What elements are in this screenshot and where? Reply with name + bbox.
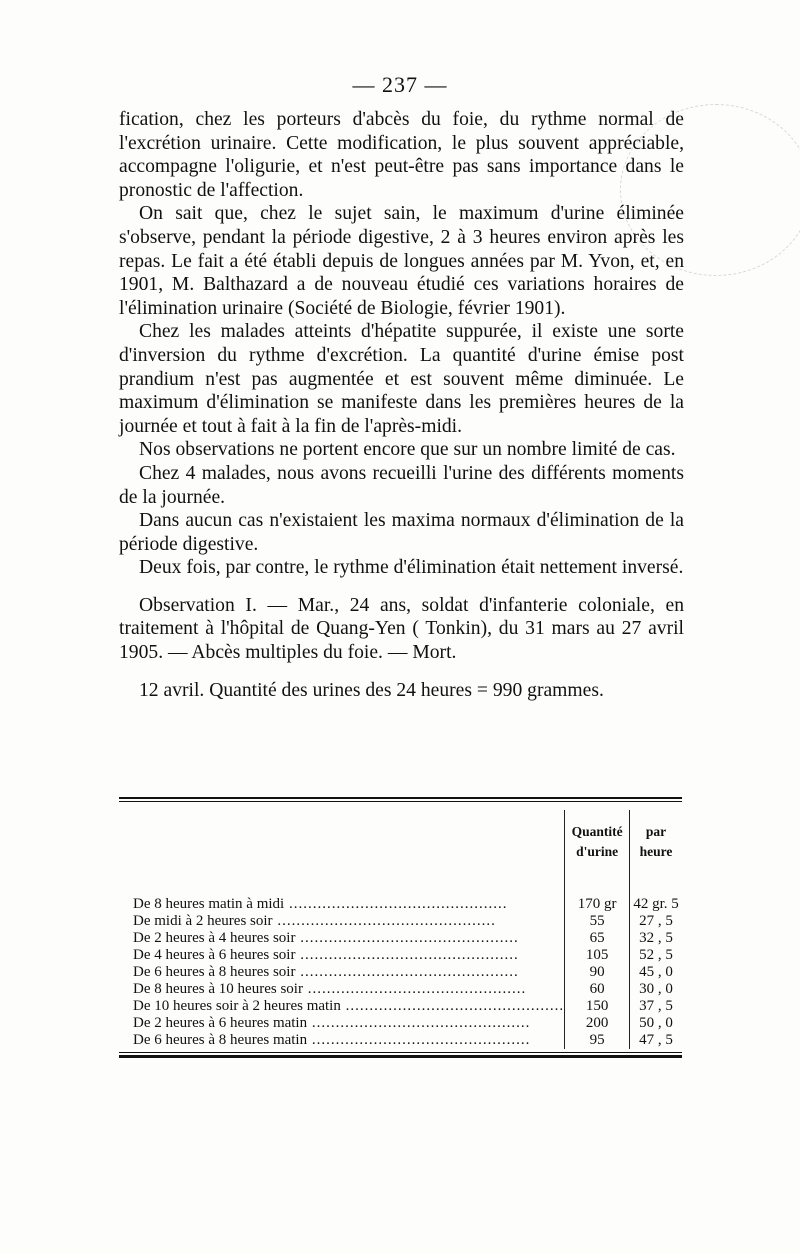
- table-row: [119, 964, 682, 981]
- row-par-heure: 50 , 0: [639, 1015, 673, 1031]
- paragraph: Dans aucun cas n'existaient les maxima normaux d'élimination de la période digestive.: [119, 510, 684, 555]
- table-row: [119, 896, 682, 913]
- table-row: [119, 913, 682, 930]
- row-par-heure: 45 , 0: [639, 964, 673, 980]
- table-header-label: [119, 810, 565, 874]
- row-par-heure: 32 , 5: [639, 930, 673, 946]
- urine-table: [119, 810, 682, 1049]
- table-row: [119, 981, 682, 998]
- row-quantite: 105: [565, 947, 630, 964]
- row-quantite: 55: [565, 913, 630, 930]
- page-number: — 237 —: [352, 72, 448, 97]
- row-label: De 8 heures matin à midi ..............................................: [133, 896, 508, 912]
- table-row: [119, 1032, 682, 1049]
- paragraph: Chez 4 malades, nous avons recueilli l'urine des différents moments de la journée.: [119, 462, 684, 508]
- row-label: De 2 heures à 6 heures matin ..............................................: [133, 1015, 531, 1031]
- row-label: De 6 heures à 8 heures soir ..............................................: [133, 964, 519, 980]
- row-label: De 4 heures à 6 heures soir ..............................................: [133, 947, 519, 963]
- paragraph: fication, chez les porteurs d'abcès du foie, du rythme normal de l'excrétion urinaire. Cette modification, le plus souvent appréciable, accompagne l'oligurie, et n'est peut-être pas sans importance dans le pronostic de l'affection.: [119, 109, 684, 201]
- table-row: [119, 930, 682, 947]
- row-label: De midi à 2 heures soir ..............................................: [133, 913, 496, 929]
- paragraph: Deux fois, par contre, le rythme d'élimination était nettement inversé.: [139, 557, 684, 579]
- table-header-quantite: Quantité d'urine: [565, 810, 630, 874]
- row-par-heure: 47 , 5: [639, 1032, 673, 1048]
- row-quantite: 150: [565, 998, 630, 1015]
- row-par-heure: 37 , 5: [639, 998, 673, 1014]
- table-row: [119, 998, 682, 1015]
- row-quantite: 60: [565, 981, 630, 998]
- table-bottom-rule: [119, 1052, 682, 1053]
- table-row: [119, 947, 682, 964]
- observation-heading: Observation I. — Mar., 24 ans, soldat d'infanterie coloniale, en traitement à l'hôpital de Quang-Yen ( Tonkin), du 31 mars au 27 avril 1905. — Abcès multiples du foie. — Mort.: [119, 594, 684, 664]
- row-par-heure: 42 gr. 5: [633, 896, 679, 912]
- paragraph: 12 avril. Quantité des urines des 24 heures = 990 grammes.: [139, 679, 604, 701]
- paragraph: On sait que, chez le sujet sain, le maximum d'urine éliminée s'observe, pendant la période digestive, 2 à 3 heures environ après les repas. Le fait a été établi depuis de longues années par M. Yvon, et, en 1901, M. Balthazard a de nouveau étudié ces variations horaires de l'élimination urinaire (Société de Biologie, février 1901).: [119, 203, 684, 319]
- row-quantite: 95: [565, 1032, 630, 1049]
- table-body: [119, 896, 682, 1049]
- row-label: De 10 heures soir à 2 heures matin ..............................................: [133, 998, 565, 1014]
- row-quantite: 65: [565, 930, 630, 947]
- row-quantite: 170 gr: [565, 896, 630, 913]
- row-label: De 2 heures à 4 heures soir ..............................................: [133, 930, 519, 946]
- row-label: De 8 heures à 10 heures soir ..............................................: [133, 981, 527, 997]
- row-quantite: 200: [565, 1015, 630, 1032]
- row-quantite: 90: [565, 964, 630, 981]
- table-header-par-heure: par heure: [639, 824, 673, 859]
- paragraph: Nos observations ne portent encore que sur un nombre limité de cas.: [139, 439, 676, 461]
- paragraph: Chez les malades atteints d'hépatite suppurée, il existe une sorte d'inversion du rythme d'excrétion. La quantité d'urine émise post prandium n'est pas augmentée et est souvent même diminuée. Le maximum d'élimination se manifeste dans les premières heures de la journée et tout à fait à la fin de l'après-midi.: [119, 321, 684, 437]
- row-label: De 6 heures à 8 heures matin ..............................................: [133, 1032, 531, 1048]
- row-par-heure: 30 , 0: [639, 981, 673, 997]
- body-text: [119, 108, 684, 702]
- table-row: [119, 1015, 682, 1032]
- table-top-rule: [119, 801, 682, 802]
- row-par-heure: 27 , 5: [639, 913, 673, 929]
- table-bottom-rule: [119, 1055, 682, 1058]
- row-par-heure: 52 , 5: [639, 947, 673, 963]
- table-top-rule: [119, 797, 682, 799]
